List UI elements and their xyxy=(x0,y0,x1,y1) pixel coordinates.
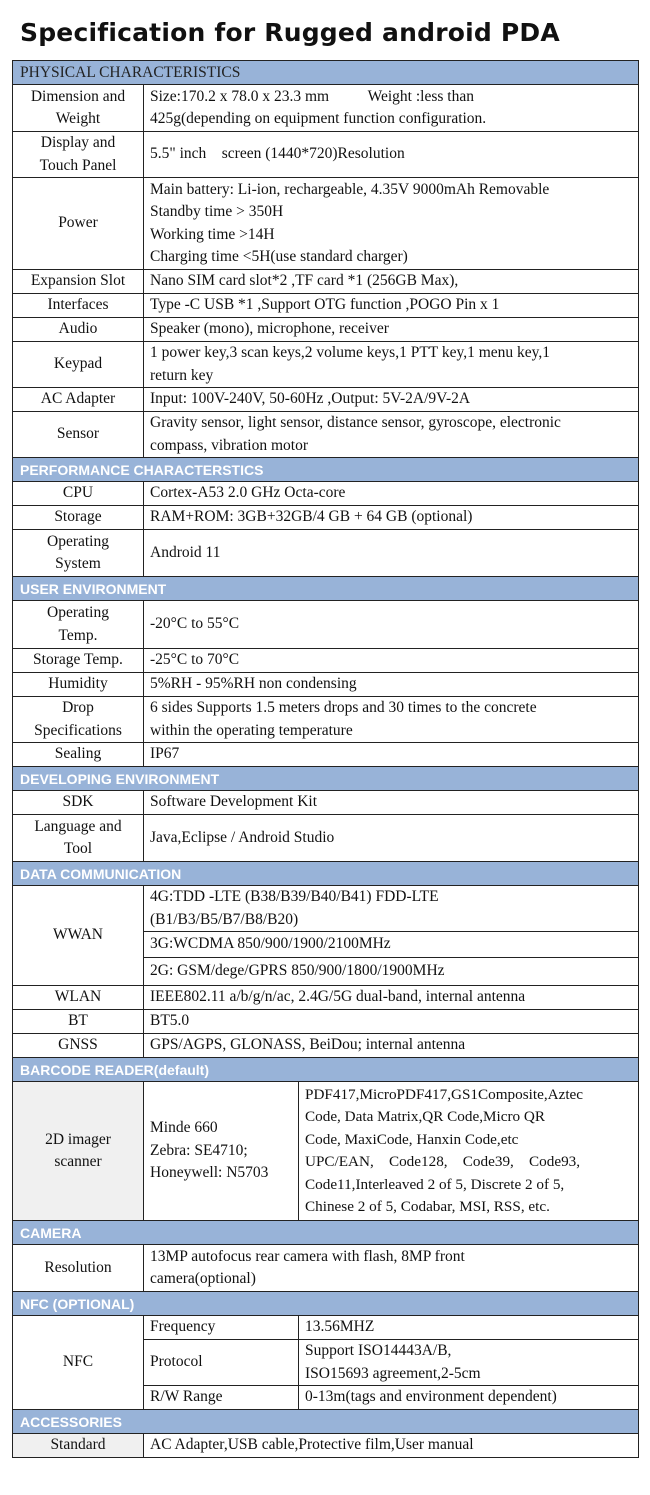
row-storage xyxy=(13,506,639,530)
section-data-communication xyxy=(13,862,639,886)
spec-label: Keypad xyxy=(13,342,144,388)
spec-label: WLAN xyxy=(13,986,144,1010)
row-storage-temp xyxy=(13,649,639,673)
spec-value: Type -C USB *1 ,Support OTG function ,POGO Pin x 1 xyxy=(144,294,639,318)
spec-label: Language and Tool xyxy=(13,815,144,862)
spec-sublabel: Protocol xyxy=(144,1340,299,1386)
section-nfc xyxy=(13,1292,639,1316)
page-title: Specification for Rugged android PDA xyxy=(20,18,560,47)
row-wlan xyxy=(13,986,639,1010)
spec-value: 0-13m(tags and environment dependent) xyxy=(299,1386,639,1410)
symbologies: PDF417,MicroPDF417,GS1Composite,Aztec Code, Data Matrix,QR Code,Micro QR Code, MaxiCode, Hanxin Code,etc UPC/EAN, Code128, Code39, Code93, Code11,Interleaved 2 of 5, Discrete 2 of 5, Chinese 2 of 5, Codabar, MSI, RSS, etc. xyxy=(299,1082,639,1221)
spec-value: 2G: GSM/dege/GPRS 850/900/1800/1900MHz xyxy=(144,958,639,986)
section-title: NFC (OPTIONAL) xyxy=(13,1292,639,1316)
row-cpu xyxy=(13,482,639,506)
section-title: PHYSICAL CHARACTERISTICS xyxy=(13,61,639,85)
section-user-environment xyxy=(13,577,639,601)
spec-value: 3G:WCDMA 850/900/1900/2100MHz xyxy=(144,932,639,958)
section-accessories xyxy=(13,1410,639,1434)
row-drop xyxy=(13,697,639,743)
spec-value: 5.5" inch screen (1440*720)Resolution xyxy=(144,132,639,178)
spec-label: Storage xyxy=(13,506,144,530)
row-sensor xyxy=(13,412,639,458)
spec-label: Audio xyxy=(13,318,144,342)
spec-value: 13.56MHZ xyxy=(299,1316,639,1340)
spec-label: GNSS xyxy=(13,1034,144,1058)
section-title: ACCESSORIES xyxy=(13,1410,639,1434)
row-interfaces xyxy=(13,294,639,318)
spec-label: WWAN xyxy=(13,886,144,986)
row-display xyxy=(13,132,639,178)
spec-value: 1 power key,3 scan keys,2 volume keys,1 PTT key,1 menu key,1 return key xyxy=(144,342,639,388)
spec-label: Operating Temp. xyxy=(13,601,144,649)
spec-value: 6 sides Supports 1.5 meters drops and 30 times to the concrete within the operating temperature xyxy=(144,697,639,743)
spec-sublabel: Frequency xyxy=(144,1316,299,1340)
spec-label: SDK xyxy=(13,791,144,815)
spec-label: Resolution xyxy=(13,1245,144,1292)
section-camera xyxy=(13,1221,639,1245)
spec-label: Interfaces xyxy=(13,294,144,318)
spec-value: Nano SIM card slot*2 ,TF card *1 (256GB Max), xyxy=(144,270,639,294)
spec-value: RAM+ROM: 3GB+32GB/4 GB + 64 GB (optional) xyxy=(144,506,639,530)
row-keypad xyxy=(13,342,639,388)
spec-label: Expansion Slot xyxy=(13,270,144,294)
spec-value: Cortex-A53 2.0 GHz Octa-core xyxy=(144,482,639,506)
row-expansion xyxy=(13,270,639,294)
spec-label: CPU xyxy=(13,482,144,506)
spec-value: IEEE802.11 a/b/g/n/ac, 2.4G/5G dual-band, internal antenna xyxy=(144,986,639,1010)
spec-value: IP67 xyxy=(144,743,639,767)
spec-label: Standard xyxy=(13,1434,144,1458)
spec-value: 5%RH - 95%RH non condensing xyxy=(144,673,639,697)
section-developing-environment xyxy=(13,767,639,791)
spec-value: AC Adapter,USB cable,Protective film,User manual xyxy=(144,1434,639,1458)
spec-value: Size:170.2 x 78.0 x 23.3 mm Weight :less than 425g(depending on equipment function configuration. xyxy=(144,85,639,132)
spec-value: Java,Eclipse / Android Studio xyxy=(144,815,639,862)
spec-value: GPS/AGPS, GLONASS, BeiDou; internal antenna xyxy=(144,1034,639,1058)
spec-label: 2D imager scanner xyxy=(13,1082,144,1221)
row-wwan-4g xyxy=(13,886,639,932)
row-nfc-frequency xyxy=(13,1316,639,1340)
spec-label: AC Adapter xyxy=(13,388,144,412)
spec-value: Main battery: Li-ion, rechargeable, 4.35V 9000mAh Removable Standby time > 350H Working time >14H Charging time <5H(use standard charger) xyxy=(144,178,639,270)
spec-value: 4G:TDD -LTE (B38/B39/B40/B41) FDD-LTE (B1/B3/B5/B7/B8/B20) xyxy=(144,886,639,932)
row-os xyxy=(13,530,639,577)
spec-label: NFC xyxy=(13,1316,144,1410)
row-operating-temp xyxy=(13,601,639,649)
section-title: CAMERA xyxy=(13,1221,639,1245)
section-title: BARCODE READER(default) xyxy=(13,1058,639,1082)
row-sealing xyxy=(13,743,639,767)
spec-label: Power xyxy=(13,178,144,270)
spec-sublabel: R/W Range xyxy=(144,1386,299,1410)
scan-engine: Minde 660 Zebra: SE4710; Honeywell: N5703 xyxy=(144,1082,299,1221)
row-ac-adapter xyxy=(13,388,639,412)
row-language xyxy=(13,815,639,862)
spec-value: Speaker (mono), microphone, receiver xyxy=(144,318,639,342)
spec-value: BT5.0 xyxy=(144,1010,639,1034)
spec-value: 13MP autofocus rear camera with flash, 8MP front camera(optional) xyxy=(144,1245,639,1292)
section-title: PERFORMANCE CHARACTERSTICS xyxy=(13,458,639,482)
spec-label: Operating System xyxy=(13,530,144,577)
spec-label: Display and Touch Panel xyxy=(13,132,144,178)
spec-label: Sealing xyxy=(13,743,144,767)
row-bt xyxy=(13,1010,639,1034)
row-sdk xyxy=(13,791,639,815)
row-humidity xyxy=(13,673,639,697)
section-barcode-reader xyxy=(13,1058,639,1082)
row-audio xyxy=(13,318,639,342)
spec-value: Support ISO14443A/B, ISO15693 agreement,2-5cm xyxy=(299,1340,639,1386)
spec-label: BT xyxy=(13,1010,144,1034)
spec-value: Android 11 xyxy=(144,530,639,577)
row-2d-imager xyxy=(13,1082,639,1221)
section-title: DEVELOPING ENVIRONMENT xyxy=(13,767,639,791)
spec-value: Software Development Kit xyxy=(144,791,639,815)
row-standard xyxy=(13,1434,639,1458)
spec-label: Dimension and Weight xyxy=(13,85,144,132)
spec-value: -25°C to 70°C xyxy=(144,649,639,673)
spec-value: Gravity sensor, light sensor, distance sensor, gyroscope, electronic compass, vibration motor xyxy=(144,412,639,458)
section-performance xyxy=(13,458,639,482)
spec-value: -20°C to 55°C xyxy=(144,601,639,649)
row-dimension xyxy=(13,85,639,132)
spec-label: Humidity xyxy=(13,673,144,697)
section-title: USER ENVIRONMENT xyxy=(13,577,639,601)
spec-label: Drop Specifications xyxy=(13,697,144,743)
spec-label: Sensor xyxy=(13,412,144,458)
section-physical xyxy=(13,61,639,85)
row-power xyxy=(13,178,639,270)
spec-value: Input: 100V-240V, 50-60Hz ,Output: 5V-2A/9V-2A xyxy=(144,388,639,412)
section-title: DATA COMMUNICATION xyxy=(13,862,639,886)
spec-label: Storage Temp. xyxy=(13,649,144,673)
spec-table xyxy=(12,60,639,1458)
row-gnss xyxy=(13,1034,639,1058)
row-resolution xyxy=(13,1245,639,1292)
